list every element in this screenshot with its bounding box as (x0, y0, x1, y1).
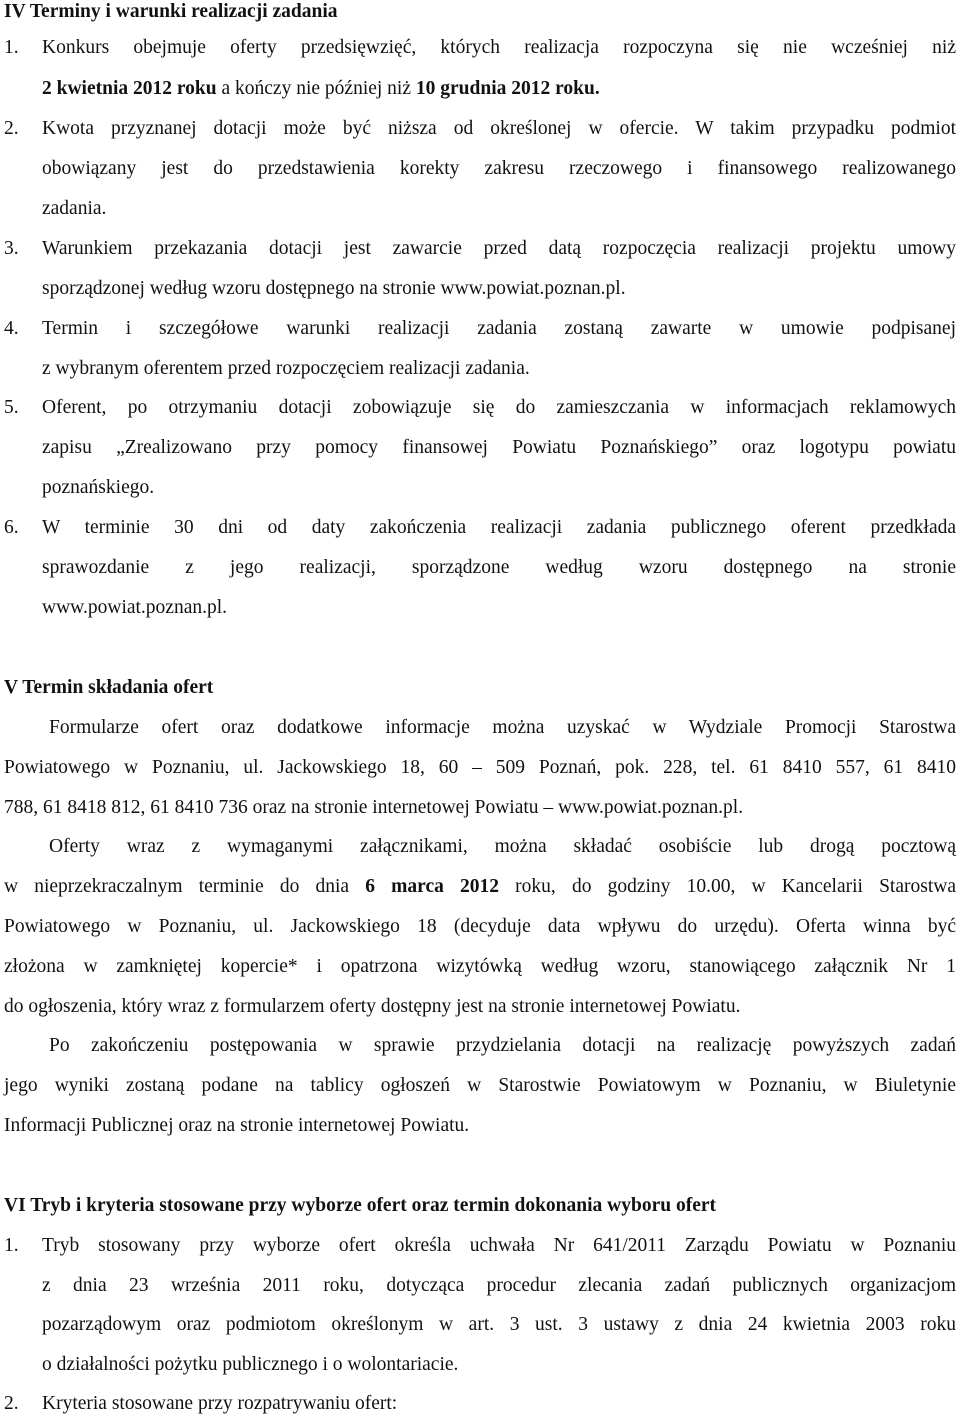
sec6-item-2-text: Kryteria stosowane przy rozpatrywaniu ofert: (42, 1393, 398, 1414)
sec5-p2-line-5: do ogłoszenia, który wraz z formularzem oferty dostępny jest na stronie internetowej Powiatu. (4, 996, 741, 1017)
item-4-line-2: z wybranym oferentem przed rozpoczęciem realizacji zadania. (42, 358, 530, 379)
deadline-date: 6 marca 2012 (365, 876, 500, 897)
item-2-line-2: obowiązany jest do przedstawienia korekty zakresu rzeczowego i finansowego realizowanego (42, 158, 956, 179)
sec5-p2-line-4: złożona w zamkniętej kopercie* i opatrzona wizytówką według wzoru, stanowiącego załącznik Nr 1 (4, 956, 956, 977)
sec5-p2-line-3: Powiatowego w Poznaniu, ul. Jackowskiego 18 (decyduje data wpływu do urzędu). Oferta winna być (4, 916, 956, 937)
item-number: 5. (4, 397, 19, 418)
sec5-p3-line-2: jego wyniki zostaną podane na tablicy ogłoszeń w Starostwie Powiatowym w Poznaniu, w Biuletynie (4, 1075, 956, 1096)
item-number: 3. (4, 238, 19, 259)
item-number: 2. (4, 118, 19, 139)
item-1-line-2 (42, 77, 600, 101)
sec6-item-1-line-3: pozarządowym oraz podmiotom określonym w art. 3 ust. 3 ustawy z dnia 24 kwietnia 2003 roku (42, 1314, 956, 1335)
item-6-line-2: sprawozdanie z jego realizacji, sporządzone według wzoru dostępnego na stronie (42, 557, 956, 578)
sec5-p2-line-1: Oferty wraz z wymaganymi załącznikami, można składać osobiście lub drogą pocztową (49, 836, 956, 857)
end-date: 10 grudnia 2012 roku. (415, 78, 600, 99)
sec5-p3-line-3: Informacji Publicznej oraz na stronie internetowej Powiatu. (4, 1115, 470, 1136)
sec6-item-1-line-4: o działalności pożytku publicznego i o wolontariacie. (42, 1354, 459, 1375)
item-number: 4. (4, 318, 19, 339)
item-6-line-1: W terminie 30 dni od daty zakończenia realizacji zadania publicznego oferent przedkłada (42, 517, 956, 538)
section-iv-heading: IV Terminy i warunki realizacji zadania (4, 1, 338, 22)
section-vi-heading: VI Tryb i kryteria stosowane przy wyborze ofert oraz termin dokonania wyboru ofert (4, 1195, 717, 1216)
sec5-p3-line-1: Po zakończeniu postępowania w sprawie przydzielania dotacji na realizację powyższych zadań (49, 1035, 956, 1056)
item-5-line-2: zapisu „Zrealizowano przy pomocy finansowej Powiatu Poznańskiego” oraz logotypu powiatu (42, 437, 956, 458)
item-4-line-1: Termin i szczegółowe warunki realizacji zadania zostaną zawarte w umowie podpisanej (42, 318, 956, 339)
sec5-p1-line-2: Powiatowego w Poznaniu, ul. Jackowskiego 18, 60 – 509 Poznań, pok. 228, tel. 61 8410 557, 61 8410 (4, 757, 956, 778)
item-5-line-1: Oferent, po otrzymaniu dotacji zobowiązuje się do zamieszczania w informacjach reklamowych (42, 397, 956, 418)
start-date: 2 kwietnia 2012 roku (42, 78, 217, 99)
item-6-line-3: www.powiat.poznan.pl. (42, 597, 228, 618)
sec5-p2-line-2 (4, 875, 956, 899)
item-1-connector: a kończy nie później niż (216, 78, 416, 99)
sec5-p1-line-3: 788, 61 8418 812, 61 8410 736 oraz na stronie internetowej Powiatu – www.powiat.poznan.pl. (4, 797, 744, 818)
item-2-line-1: Kwota przyznanej dotacji może być niższa od określonej w ofercie. W takim przypadku podmiot (42, 118, 956, 139)
item-number: 1. (4, 37, 19, 58)
item-5-line-3: poznańskiego. (42, 477, 155, 498)
item-1-line-1: Konkurs obejmuje oferty przedsięwzięć, których realizacja rozpoczyna się nie wcześniej niż (42, 37, 956, 58)
deadline-suffix: roku, do godziny 10.00, w Kancelarii Starostwa (499, 876, 956, 897)
item-2-line-3: zadania. (42, 198, 107, 219)
deadline-prefix: w nieprzekraczalnym terminie do dnia (4, 876, 366, 897)
item-number: 6. (4, 517, 19, 538)
item-3-line-1: Warunkiem przekazania dotacji jest zawarcie przed datą rozpoczęcia realizacji projektu umowy (42, 238, 956, 259)
section-v-heading: V Termin składania ofert (4, 677, 214, 698)
sec6-item-1-line-1: Tryb stosowany przy wyborze ofert określa uchwała Nr 641/2011 Zarządu Powiatu w Poznaniu (42, 1235, 956, 1256)
sec5-p1-line-1: Formularze ofert oraz dodatkowe informacje można uzyskać w Wydziale Promocji Starostwa (49, 717, 956, 738)
item-3-line-2: sporządzonej według wzoru dostępnego na stronie www.powiat.poznan.pl. (42, 278, 626, 299)
sec6-item-1-line-2: z dnia 23 września 2011 roku, dotycząca procedur zlecania zadań publicznych organizacjom (42, 1275, 956, 1296)
item-number: 1. (4, 1235, 19, 1256)
item-number: 2. (4, 1393, 19, 1414)
